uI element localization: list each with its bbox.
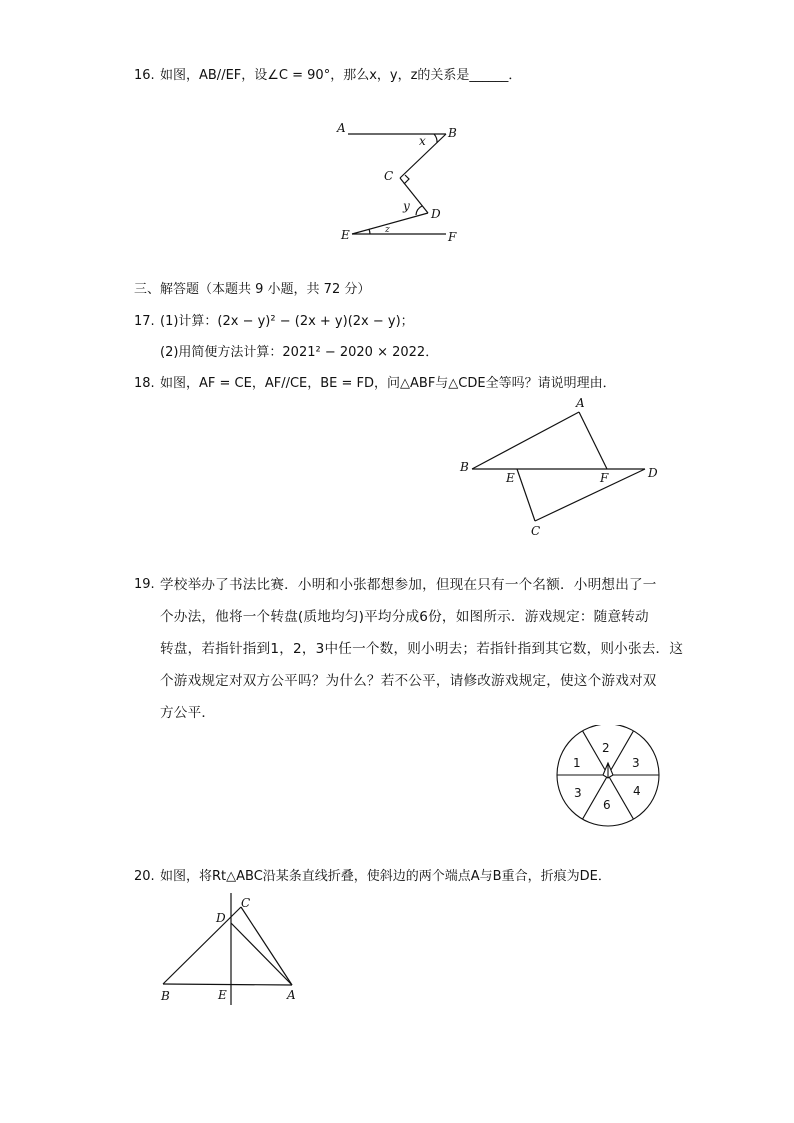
q20-number: 20. [134, 869, 155, 884]
q16-label-z: z [385, 225, 390, 235]
q16-figure [330, 115, 470, 250]
q19-line-2: 个办法，他将一个转盘(质地均匀)平均分成6份，如图所示．游戏规定：随意转动 [160, 609, 649, 625]
q16-text: 如图，AB//EF，设∠C = 90°，那么x，y，z的关系是______． [160, 68, 522, 83]
q20-label-A: A [287, 988, 296, 1002]
q19-line-1: 学校举办了书法比赛．小明和小张都想参加，但现在只有一个名额．小明想出了一 [160, 577, 657, 593]
q18-label-D: D [648, 466, 658, 480]
q20-label-B: B [161, 989, 170, 1003]
q18-number: 18. [134, 376, 155, 391]
q19-line-4: 个游戏规定对双方公平吗？为什么？若不公平，请修改游戏规定，使这个游戏对双 [160, 673, 657, 689]
q16-label-A: A [337, 121, 346, 135]
q17-number: 17. [134, 314, 155, 329]
spinner-number-3: 3 [632, 756, 640, 770]
q18-label-F: F [600, 471, 609, 485]
q16-label-B: B [448, 126, 457, 140]
q20-label-E: E [218, 988, 227, 1002]
q16-number: 16. [134, 68, 155, 83]
q18-label-A: A [576, 396, 585, 410]
q18-label-B: B [460, 460, 469, 474]
q18-label-E: E [506, 471, 515, 485]
q16-label-y: y [403, 199, 410, 213]
q19-line-3: 转盘，若指针指到1，2，3中任一个数，则小明去；若指针指到其它数，则小张去．这 [160, 641, 684, 657]
q20-text: 如图，将Rt△ABC沿某条直线折叠，使斜边的两个端点A与B重合，折痕为DE． [160, 869, 611, 884]
q19-line-5: 方公平． [160, 705, 216, 721]
spinner-number-4: 4 [633, 784, 641, 798]
section-heading: 三、解答题（本题共 9 小题，共 72 分） [134, 282, 371, 297]
spinner-number-6: 6 [603, 798, 611, 812]
q18-text: 如图，AF = CE，AF//CE，BE = FD，问△ABF与△CDE全等吗？请说明理由． [160, 376, 616, 391]
q20-label-C: C [241, 896, 251, 910]
spinner-number-1: 1 [573, 756, 581, 770]
q20-figure [150, 893, 310, 1013]
q17-part2: (2)用简便方法计算：2021² − 2020 × 2022． [160, 345, 439, 360]
q19-number: 19. [134, 577, 155, 592]
spinner-number-2: 2 [602, 741, 610, 755]
q16-label-F: F [448, 230, 457, 244]
q18-label-C: C [531, 524, 541, 538]
q16-label-x: x [419, 134, 426, 148]
q16-label-D: D [431, 207, 441, 221]
q16-label-C: C [384, 169, 394, 183]
q18-figure [455, 393, 670, 543]
q17-part1: (1)计算：(2x − y)² − (2x + y)(2x − y)； [160, 314, 414, 329]
q16-label-E: E [341, 228, 350, 242]
q19-spinner [550, 725, 665, 835]
spinner-number-3b: 3 [574, 786, 582, 800]
q20-label-D: D [216, 911, 226, 925]
